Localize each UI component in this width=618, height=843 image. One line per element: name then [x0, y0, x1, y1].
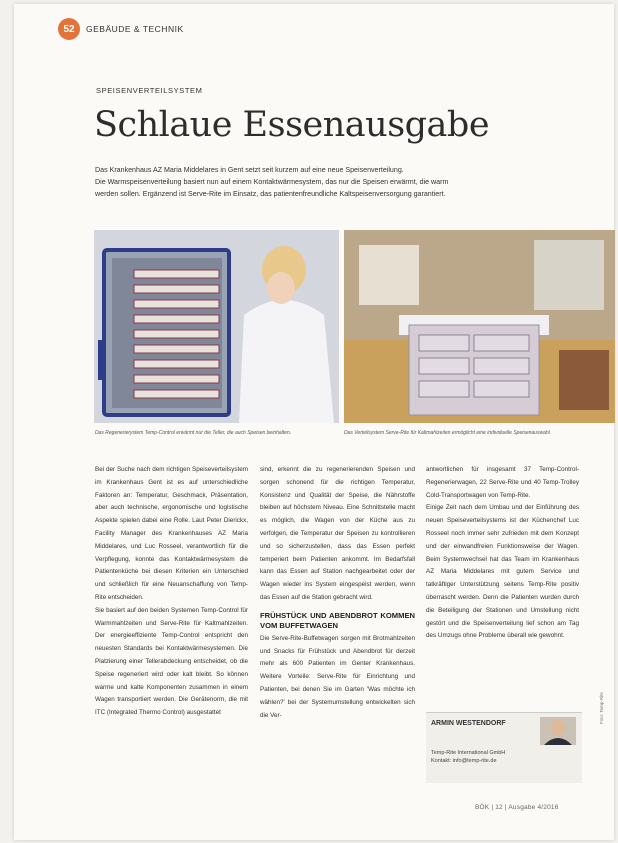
paragraph: Bei der Suche nach dem richtigen Speiseverteilsystem im Krankenhaus Gent ist es auf unterschiedliche Faktoren an: Temperatur, Geschmack, Präsentation, aber auch technische, ergonomische und logistische Aspekte spielen dabei eine Rolle. Laut Peter Dierickx, Facility Manager des Krankenhauses AZ Maria Middelares, und Luc Rosseel, verantwortlich für die Verpflegung, konnte das Kontaktwärmesystem die Patientenküche bei diesen Kriterien ein Unterschied und schließlich für eine Neuanschaffung von Temp-Rite entscheiden. [95, 466, 248, 601]
lead-line: Die Warmspeisenverteilung basiert nun auf einem Kontaktwärmesystem, das nur die Speisen erwärmt, die warm [95, 178, 449, 186]
column-2 [260, 464, 415, 722]
caption-photo-2: Das Verteilsystem Serve-Rite für Kaltmahlzeiten ermöglicht eine individuelle Speisenauswahl. [344, 430, 552, 436]
paragraph: Die Serve-Rite-Buffetwagen sorgen mit Brotmahlzeiten und Snacks für Frühstück und Abendbrot für derzeit mehr als 600 Patienten im Genter Krankenhaus. Weitere Vorteile: Serve-Rite für Einrichtung und Patienten, bei denen Sie im Garten 'Was möchte ich wählen?' bei der Systemumstellung entwickelten sich die Ver- [260, 634, 415, 719]
photo-serve-rite-buffet [344, 230, 615, 423]
author-box [426, 712, 582, 783]
author-name: ARMIN WESTENDORF [431, 720, 506, 727]
magazine-page [14, 4, 614, 840]
subheading: FRÜHSTÜCK UND ABENDBROT KOMMEN VOM BUFFETWAGEN [260, 610, 415, 630]
author-info [431, 749, 505, 765]
photo-credit: Foto: Temp-Rite [599, 692, 604, 724]
article-title: Schlaue Essenausgabe [94, 105, 490, 145]
author-contact: Kontakt: info@temp-rite.de [431, 758, 497, 764]
paragraph: antwortlichen für insgesamt 37 Temp-Control-Regenerierwagen, 22 Serve-Rite und 40 Temp-Trolley Cold-Transportwagen von Temp-Rite. [426, 466, 579, 499]
column-3 [426, 464, 579, 643]
caption-photo-1: Das Regenerierystem Temp-Control erwärmt nur die Teller, die auch Speisen beinhalten. [95, 430, 292, 436]
article-kicker: SPEISENVERTEILSYSTEM [96, 86, 203, 95]
author-company: Temp-Rite International GmbH [431, 750, 506, 756]
page-number-badge: 52 [58, 18, 80, 40]
paragraph: sind, erkennt die zu regenerierenden Speisen und sorgen schonend für die richtigen Temperatur, Konsistenz und Qualität der Speise, die Nährstoffe bleiben auf höchstem Niveau. Eine Schnittstelle macht es möglich, die Wagen von der Küche aus zu verfolgen, die Temperatur der Speisen zu kontrollieren und so sicherzustellen, dass das Essen perfekt temperiert beim Patienten ankommt. Im Bedarfsfall kann das Essen auf Station nachgearbeitet oder der Wagen wieder ins System eingespeist werden, wenn das Essen auf die Station gebracht wird. [260, 466, 415, 601]
lead-line: Das Krankenhaus AZ Maria Middelares in Gent setzt seit kurzem auf eine neue Speisenverteilung. [95, 166, 404, 174]
page-header [58, 18, 184, 40]
section-label: GEBÄUDE & TECHNIK [86, 24, 184, 34]
lead-line: werden sollen. Ergänzend ist Serve-Rite im Einsatz, das patientenfreundliche Kaltspeisenversorgung garantiert. [95, 190, 446, 198]
author-photo [540, 717, 576, 745]
paragraph: Einige Zeit nach dem Umbau und der Einführung des neuen Speiseverteilsystems ist der Küchenchef Luc Rosseel noch immer sehr zufrieden mit dem Konzept und der einwandfreien Funktionsweise der Wagen. Beim Systemwechsel hat das Team im Krankenhaus AZ Maria Middelares mit gutem Service und tatkräftiger Unterstützung seitens Temp-Rite positiv überrascht werden. Denn die Patienten wurden durch die Beteiligung der Stationen und Umstellung nicht gestört und die Speisenverteilung lief schon am Tag des Umzugs ohne Probleme überall wie gewohnt. [426, 504, 579, 640]
buffet-illustration [344, 230, 615, 423]
paragraph: Sie basiert auf den beiden Systemen Temp-Control für Warmmahlzeiten und Serve-Rite für Kaltmahlzeiten. Der energieeffiziente Temp-Control entspricht den neuesten Standards bei Kontaktwärmesystemen. Die Platzierung einer Tellerabdeckung entscheidet, ob die Speise regeneriert wird oder kalt bleibt. So können warme und kalte Komponenten zusammen in einem Wagen transportiert werden. Die Gerätenorm, die mit ITC (Integrated Thermo Control) ausgestattet [95, 606, 248, 717]
page-footer: BÖK | 12 | Ausgabe 4/2016 [475, 804, 559, 811]
photo-temp-control-cart [94, 230, 339, 423]
article-lead [95, 164, 555, 200]
column-1 [95, 464, 248, 720]
cart-illustration [94, 230, 339, 423]
